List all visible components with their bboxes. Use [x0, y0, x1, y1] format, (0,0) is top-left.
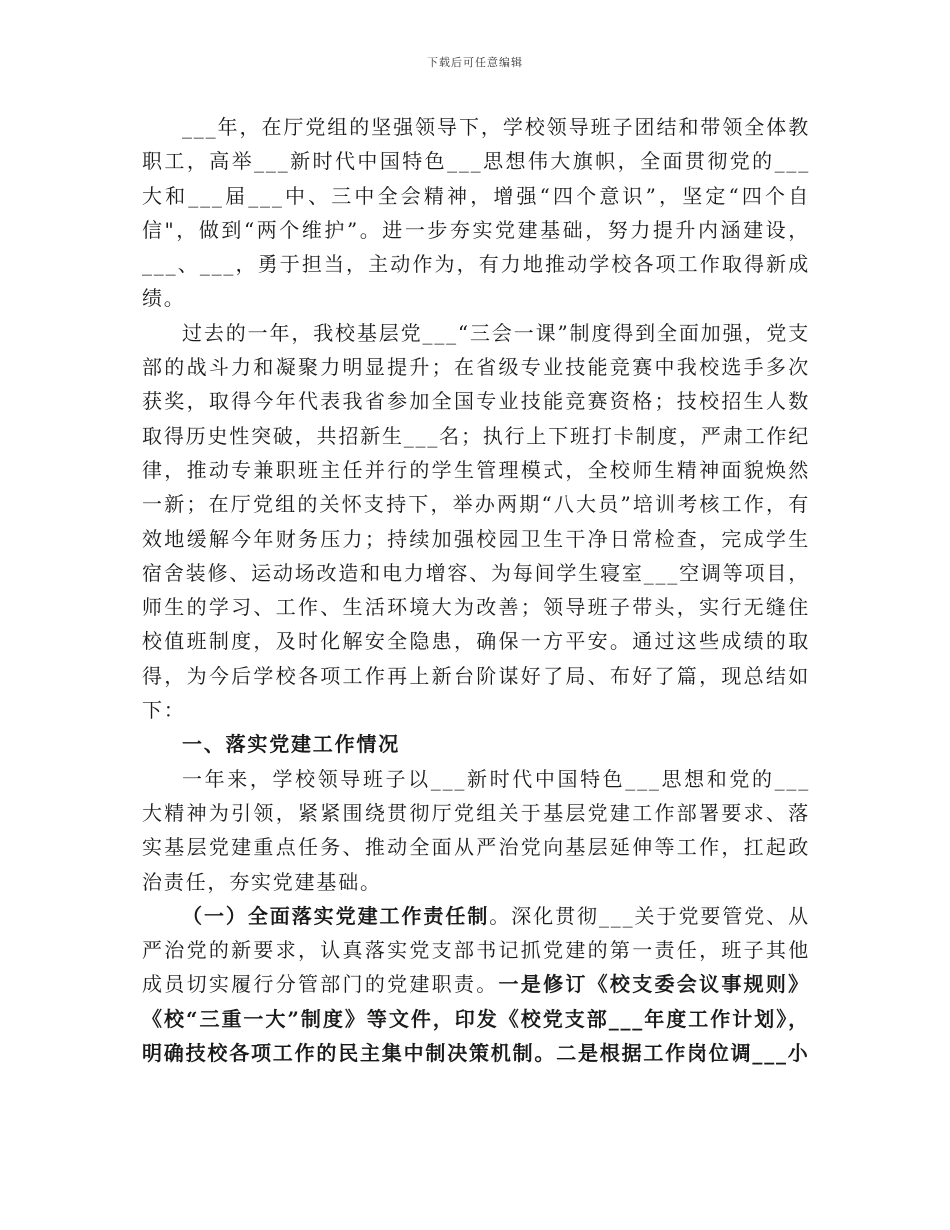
page-header: 下载后可任意编辑 [427, 56, 523, 69]
paragraph-intro: ___年，在厅党组的坚强领导下，学校领导班子团结和带领全体教职工，高举___新时代中国特色___思想伟大旗帜，全面贯彻党的___大和___届___中、三中全会精神，增强“四个意识”，坚定“四个自信"，做到“两个维护”。进一步夯实党建基础，努力提升内涵建设，___、___，勇于担当，主动作为，有力地推动学校各项工作取得新成绩。 [142, 115, 810, 311]
document-body [142, 110, 810, 1070]
subsection-bold-text: 一是修订《校支委会议事规则》《校“三重一大”制度》等文件，印发《校党支部___年度工作计划》，明确技校各项工作的民主集中制决策机制。二是根据工作岗位调___小 [142, 972, 810, 1066]
subsection-title: （一）全面落实党建工作责任制 [182, 903, 490, 928]
paragraph-section-intro: 一年来，学校领导班子以___新时代中国特色___思想和党的___大精神为引领，紧紧围绕贯彻厅党组关于基层党建工作部署要求、落实基层党建重点任务、推动全面从严治党向基层延伸等工作，扛起政治责任，夯实党建基础。 [142, 766, 810, 894]
section-heading: 一、落实党建工作情况 [182, 732, 400, 757]
subsection-body: 。深化贯彻___关于党要管党、从严治党的新要求，认真落实党支部书记抓党建的第一责任，班子其他成员切实履行分管部门的党建职责。 [142, 903, 810, 997]
paragraph-achievements: 过去的一年，我校基层党___“三会一课”制度得到全面加强，党支部的战斗力和凝聚力明显提升；在省级专业技能竞赛中我校选手多次获奖，取得今年代表我省参加全国专业技能竞赛资格；技校招生人数取得历史性突破，共招新生___名；执行上下班打卡制度，严肃工作纪律，推动专兼职班主任并行的学生管理模式，全校师生精神面貌焕然一新；在厅党组的关怀支持下，举办两期“八大员”培训考核工作，有效地缓解今年财务压力；持续加强校园卫生干净日常检查，完成学生宿舍装修、运动场改造和电力增容、为每间学生寝室___空调等项目，师生的学习、工作、生活环境大为改善；领导班子带头，实行无缝住校值班制度，及时化解安全隐患，确保一方平安。通过这些成绩的取得，为今后学校各项工作再上新台阶谋好了局、布好了篇，现总结如下： [142, 320, 810, 723]
paragraph-subsection [142, 899, 810, 1070]
